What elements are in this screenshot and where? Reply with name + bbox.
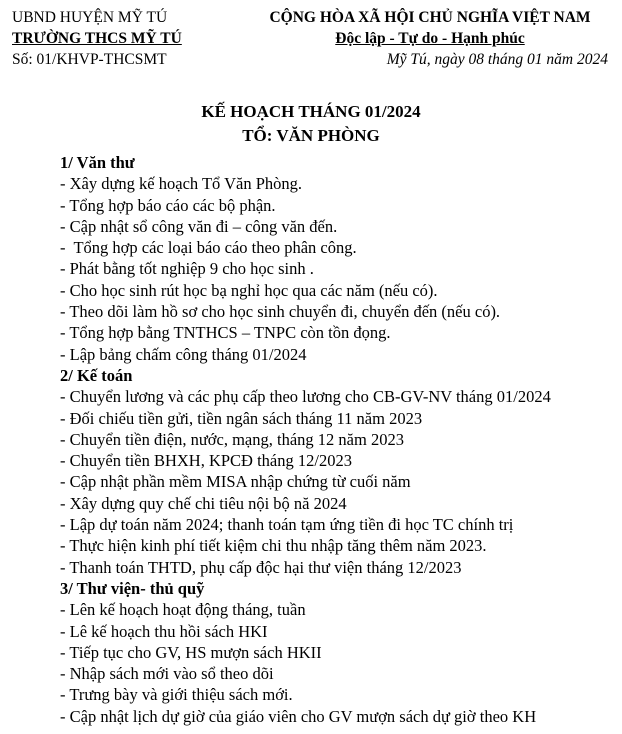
list-item: - Lên kế hoạch hoạt động tháng, tuần [60,600,306,620]
list-item: - Cho học sinh rút học bạ nghỉ học qua các năm (nếu có). [60,280,438,300]
document-date: Mỹ Tú, ngày 08 tháng 01 năm 2024 [386,51,608,68]
header-right [238,7,622,70]
list-item: - Lập bảng chấm công tháng 01/2024 [60,344,307,364]
section-van-thu [60,152,622,365]
plan-content [60,152,622,727]
section-thu-vien-thu-quy [60,578,622,727]
list-item: - Cập nhật sổ công văn đi – công văn đến. [60,216,338,236]
list-item: - Cập nhật lịch dự giờ của giáo viên cho GV mượn sách dự giờ theo KH [60,706,537,726]
list-item: - Theo dõi làm hồ sơ cho học sinh chuyển đi, chuyển đến (nếu có). [60,302,501,322]
district-name: UBND HUYỆN MỸ TÚ [12,9,168,26]
list-item: - Tổng hợp bằng TNTHCS – TNPC còn tồn đọng. [60,323,391,343]
list-item: - Xây dựng kế hoạch Tổ Văn Phòng. [60,174,303,194]
list-item: - Chuyển tiền điện, nước, mạng, tháng 12 năm 2023 [60,429,404,449]
section-ke-toan [60,365,622,578]
list-item: - Cập nhật phần mềm MISA nhập chứng từ cuối năm [60,472,411,492]
plan-title: KẾ HOẠCH THÁNG 01/2024 [201,102,421,121]
list-item: - Chuyển lương và các phụ cấp theo lương cho CB-GV-NV tháng 01/2024 [60,387,551,407]
list-item: - Lập dự toán năm 2024; thanh toán tạm ứng tiền đi học TC chính trị [60,515,514,535]
plan-department: TỔ: VĂN PHÒNG [242,126,380,145]
national-title: CỘNG HÒA XÃ HỘI CHỦ NGHĨA VIỆT NAM [269,9,591,26]
document-number: Số: 01/KHVP-THCSMT [12,51,167,68]
list-item: - Lê kế hoạch thu hồi sách HKI [60,621,268,641]
section-title: 3/ Thư viện- thủ quỹ [60,578,205,598]
list-item: - Thực hiện kinh phí tiết kiệm chi thu nhập tăng thêm năm 2023. [60,536,487,556]
list-item: - Tiếp tục cho GV, HS mượn sách HKII [60,642,322,662]
list-item: - Đối chiếu tiền gửi, tiền ngân sách tháng 11 năm 2023 [60,408,423,428]
list-item: - Thanh toán THTD, phụ cấp độc hại thư viện tháng 12/2023 [60,557,462,577]
list-item: - Chuyển tiền BHXH, KPCĐ tháng 12/2023 [60,451,352,471]
list-item: - Tổng hợp các loại báo cáo theo phân công. [60,238,357,258]
list-item: - Trưng bày và giới thiệu sách mới. [60,685,293,705]
school-name: TRƯỜNG THCS MỸ TÚ [12,30,182,47]
list-item: - Tổng hợp báo cáo các bộ phận. [60,195,276,215]
section-title: 2/ Kế toán [60,365,133,385]
list-item: - Nhập sách mới vào sổ theo dõi [60,664,274,684]
list-item: - Xây dựng quy chế chi tiêu nội bộ nă 2024 [60,493,347,513]
section-title: 1/ Văn thư [60,153,135,172]
list-item: - Phát bằng tốt nghiệp 9 cho học sinh . [60,259,314,279]
header-left [12,7,232,70]
national-motto: Độc lập - Tự do - Hạnh phúc [335,30,525,47]
